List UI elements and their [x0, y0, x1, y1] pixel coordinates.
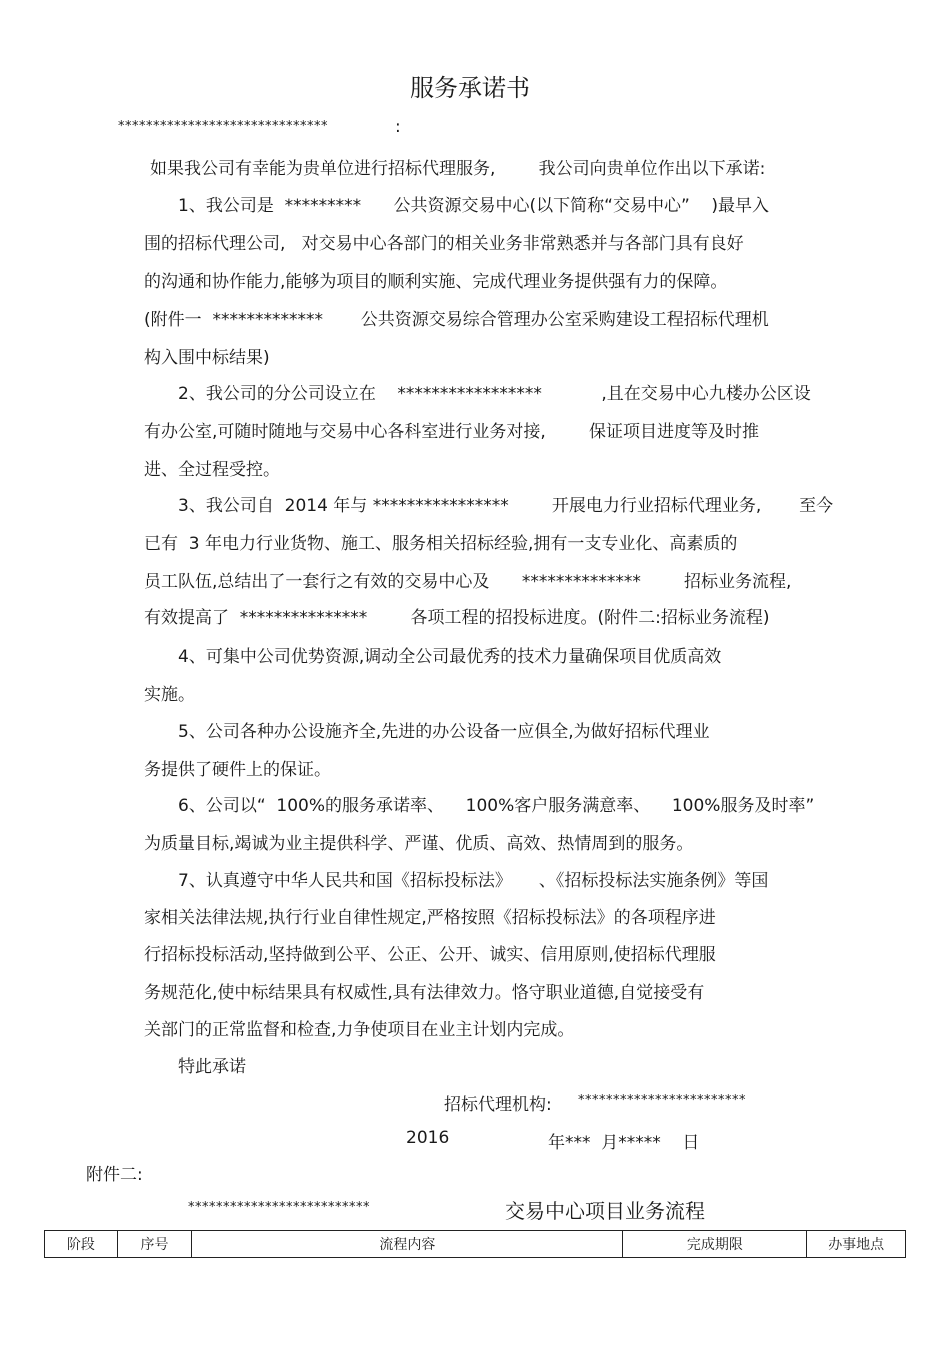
signature-date: 年*** 月***** 日 [548, 1133, 700, 1153]
item-7-line-1: 7、认真遵守中华人民共和国《招标投标法》 、《招标投标法实施条例》等国 [178, 871, 769, 891]
item-7-line-4: 务规范化,使中标结果具有权威性,具有法律效力。恪守职业道德,自觉接受有 [144, 983, 705, 1003]
item-4-line-1: 4、可集中公司优势资源,调动全公司最优秀的技术力量确保项目优质高效 [178, 647, 722, 667]
item-7-line-3: 行招标投标活动,坚持做到公平、公正、公开、诚实、信用原则,使招标代理服 [144, 945, 716, 965]
item-2-line-1: 2、我公司的分公司设立在 ***************** ,且在交易中心九楼办公区设 [178, 384, 811, 404]
item-3-line-1: 3、我公司自 2014 年与 **************** 开展电力行业招标代理业务, 至今 [178, 496, 834, 516]
item-1-line-2: 围的招标代理公司, 对交易中心各部门的相关业务非常熟悉并与各部门具有良好 [144, 234, 744, 254]
item-1-line-4: (附件一 ************* 公共资源交易综合管理办公室采购建设工程招标代理机 [144, 310, 769, 330]
header-location: 办事地点 [807, 1231, 906, 1258]
addressee-stars: ****************************** [118, 119, 328, 134]
table-header-row [45, 1231, 906, 1258]
header-deadline: 完成期限 [623, 1231, 807, 1258]
header-process-content: 流程内容 [192, 1231, 623, 1258]
appendix-title: 交易中心项目业务流程 [505, 1199, 705, 1223]
document-title: 服务承诺书 [410, 74, 530, 102]
appendix-label: 附件二: [86, 1165, 143, 1185]
item-3-line-2: 已有 3 年电力行业货物、施工、服务相关招标经验,拥有一支专业化、高素质的 [144, 534, 738, 554]
item-6-line-1: 6、公司以“ 100%的服务承诺率、 100%客户服务满意率、 100%服务及时率” [178, 796, 815, 816]
item-5-line-2: 务提供了硬件上的保证。 [144, 760, 331, 780]
item-7-line-5: 关部门的正常监督和检查,力争使项目在业主计划内完成。 [144, 1020, 575, 1040]
item-7-line-2: 家相关法律法规,执行行业自律性规定,严格按照《招标投标法》的各项程序进 [144, 908, 716, 928]
intro-paragraph: 如果我公司有幸能为贵单位进行招标代理服务, 我公司向贵单位作出以下承诺: [150, 159, 766, 179]
addressee-colon: : [395, 117, 401, 137]
closing-statement: 特此承诺 [178, 1057, 246, 1077]
process-table [44, 1230, 906, 1258]
item-1-line-1: 1、我公司是 ********* 公共资源交易中心(以下简称“交易中心” )最早入 [178, 196, 770, 216]
item-6-line-2: 为质量目标,竭诚为业主提供科学、严谨、优质、高效、热情周到的服务。 [144, 834, 694, 854]
item-3-line-3: 员工队伍,总结出了一套行之有效的交易中心及 ************** 招标业务流程, [144, 572, 792, 592]
item-1-line-5: 构入围中标结果) [144, 348, 270, 368]
signature-stars: ************************ [578, 1093, 746, 1108]
signature-year: 2016 [406, 1128, 450, 1148]
item-1-line-3: 的沟通和协作能力,能够为项目的顺利实施、完成代理业务提供强有力的保障。 [144, 272, 728, 292]
item-5-line-1: 5、公司各种办公设施齐全,先进的办公设备一应俱全,为做好招标代理业 [178, 722, 710, 742]
header-stage: 阶段 [45, 1231, 118, 1258]
header-number: 序号 [117, 1231, 192, 1258]
item-4-line-2: 实施。 [144, 685, 195, 705]
item-2-line-2: 有办公室,可随时随地与交易中心各科室进行业务对接, 保证项目进度等及时推 [144, 422, 760, 442]
appendix-stars: ************************** [188, 1200, 370, 1215]
item-2-line-3: 进、全过程受控。 [144, 460, 280, 480]
item-3-line-4: 有效提高了 *************** 各项工程的招投标进度。(附件二:招标业务流程) [144, 608, 770, 628]
signature-label: 招标代理机构: [444, 1095, 552, 1115]
